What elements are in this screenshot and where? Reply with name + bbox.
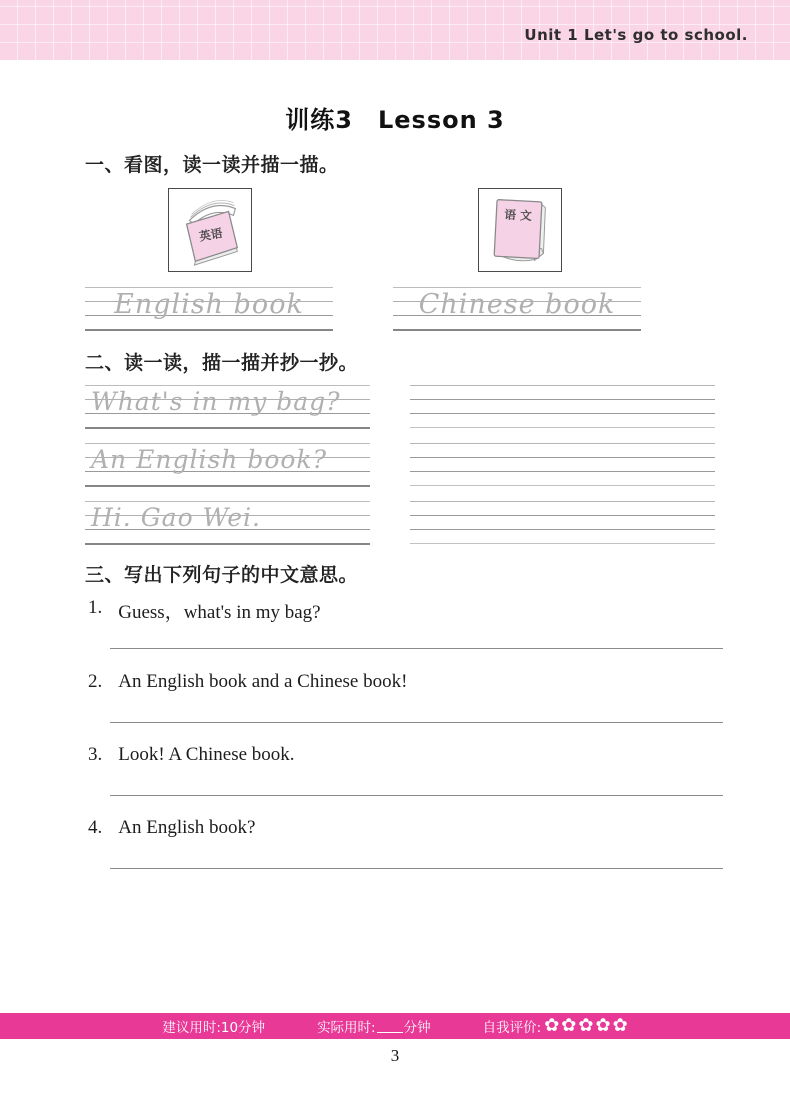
question-3-text: Look! A Chinese book.	[118, 744, 295, 765]
question-2-number: 2.	[88, 671, 103, 692]
answer-line-1	[110, 648, 723, 649]
question-4-text: An English book?	[118, 817, 256, 838]
flower-icon: ✿	[578, 1015, 594, 1036]
flower-icon: ✿	[544, 1015, 560, 1036]
trace-sentence-3: Hi. Gao Wei.	[91, 503, 261, 532]
footer-bar	[0, 1013, 790, 1039]
answer-line-2	[110, 722, 723, 723]
rating-flowers	[544, 1017, 627, 1035]
flower-icon: ✿	[612, 1015, 628, 1036]
english-book-icon	[169, 189, 251, 271]
actual-time-unit: 分钟	[403, 1020, 431, 1036]
trace-text-english-book: English book	[114, 289, 304, 320]
self-evaluation-label: 自我评价:	[482, 1020, 542, 1036]
question-3	[88, 744, 295, 766]
writing-grid-english-book	[85, 285, 333, 331]
actual-time-blank	[377, 1020, 403, 1033]
copy-grid-1	[410, 383, 715, 429]
trace-sentence-1: What's in my bag?	[91, 387, 341, 416]
suggested-time: 建议用时:10分钟	[162, 1020, 266, 1036]
page-title: 训练3 Lesson 3	[285, 106, 505, 134]
actual-time	[317, 1016, 431, 1036]
answer-line-4	[110, 868, 723, 869]
page-number: 3	[390, 1046, 400, 1065]
question-2-text: An English book and a Chinese book!	[118, 671, 408, 692]
chinese-book-image	[478, 188, 562, 272]
trace-text-chinese-book: Chinese book	[418, 289, 616, 320]
section2-heading: 二、读一读，描一描并抄一抄。	[85, 352, 359, 374]
question-1	[88, 597, 321, 624]
trace-sentence-2: An English book?	[91, 445, 327, 474]
actual-time-prefix: 实际用时:	[317, 1020, 376, 1036]
answer-line-3	[110, 795, 723, 796]
flower-icon: ✿	[561, 1015, 577, 1036]
section3-heading: 三、写出下列句子的中文意思。	[85, 564, 359, 586]
copy-grid-3	[410, 499, 715, 545]
copy-grid-2	[410, 441, 715, 487]
writing-grid-sentence-1	[85, 383, 370, 429]
english-book-image	[168, 188, 252, 272]
question-2	[88, 671, 407, 693]
question-4	[88, 817, 255, 839]
chinese-book-label: 语 文	[504, 207, 533, 223]
english-book-label: 英语	[198, 225, 224, 244]
section1-heading: 一、看图，读一读并描一描。	[85, 154, 339, 176]
writing-grid-chinese-book	[393, 285, 641, 331]
unit-header: Unit 1 Let's go to school.	[524, 26, 748, 44]
question-1-number: 1.	[88, 597, 103, 618]
writing-grid-sentence-2	[85, 441, 370, 487]
chinese-book-icon	[479, 189, 561, 271]
self-evaluation	[483, 1016, 628, 1036]
question-3-number: 3.	[88, 744, 103, 765]
question-4-number: 4.	[88, 817, 103, 838]
question-1-text: Guess，what's in my bag?	[118, 602, 321, 623]
flower-icon: ✿	[595, 1015, 611, 1036]
writing-grid-sentence-3	[85, 499, 370, 545]
